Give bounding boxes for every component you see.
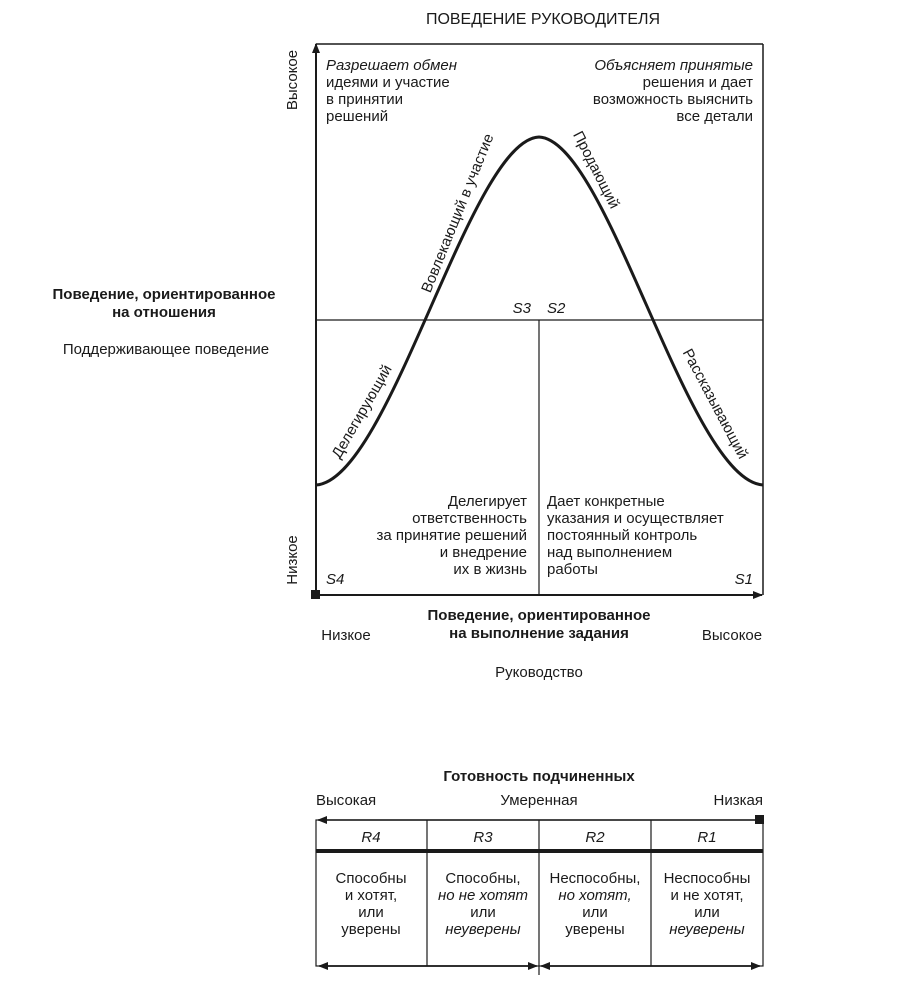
readiness-desc-line: Неспособны,	[549, 870, 641, 887]
quadrant-s1-line: работы	[547, 561, 598, 578]
y-axis-sublabel: Поддерживающее поведение	[62, 341, 270, 358]
code-s4: S4	[326, 571, 345, 588]
quadrant-s2-line: Объясняет принятые	[594, 57, 753, 74]
x-axis-label-line1: Поведение, ориентированное	[427, 607, 651, 624]
quadrant-s2-line: решения и дает	[642, 74, 753, 91]
readiness-desc-line: уверены	[565, 921, 625, 938]
quadrant-s1-line: Дает конкретные	[547, 493, 665, 510]
quadrant-s4-line: их в жизнь	[453, 561, 527, 578]
quadrant-s3-line: в принятии	[326, 91, 404, 108]
readiness-desc-line: или	[470, 904, 496, 921]
readiness-code-r3: R3	[473, 829, 493, 846]
y-axis-label-line2: на отношения	[112, 304, 216, 321]
readiness-desc-line: Способны,	[445, 870, 521, 887]
code-s3: S3	[512, 300, 531, 317]
code-s2: S2	[547, 300, 566, 317]
code-s1: S1	[734, 571, 753, 588]
readiness-desc-line: неуверены	[669, 921, 745, 938]
quadrant-s4-line: Делегирует	[447, 493, 527, 510]
quadrant-s3-line: Разрешает обмен	[326, 57, 457, 74]
readiness-desc-line: или	[358, 904, 384, 921]
readiness-desc-line: уверены	[341, 921, 401, 938]
readiness-desc-line: или	[582, 904, 608, 921]
quadrant-s4-line: и внедрение	[439, 544, 527, 561]
curve-label-participating: Вовлекающий в участие	[418, 131, 498, 296]
quadrant-s2-line: возможность выяснить	[592, 91, 753, 108]
readiness-desc-line: и хотят,	[344, 887, 398, 904]
readiness-code-r2: R2	[585, 829, 605, 846]
quadrant-s4-text	[377, 493, 528, 578]
quadrant-s1-line: указания и осуществляет	[547, 510, 724, 527]
readiness-high-label: Высокая	[316, 792, 377, 809]
readiness-desc-line: неуверены	[445, 921, 521, 938]
quadrant-s1-text	[547, 493, 724, 578]
readiness-code-r4: R4	[361, 829, 381, 846]
x-axis-high-label: Высокое	[701, 627, 763, 644]
quadrant-s3-line: идеями и участие	[326, 74, 450, 91]
origin-marker	[311, 590, 320, 599]
curve-label-selling: Продающий	[569, 128, 623, 212]
readiness-desc-line: и не хотят,	[670, 887, 744, 904]
x-axis-sublabel: Руководство	[495, 664, 583, 681]
curve-label-telling: Рассказывающий	[678, 346, 752, 462]
readiness-moderate-label: Умеренная	[500, 792, 578, 809]
y-axis-label-line1: Поведение, ориентированное	[52, 286, 276, 303]
quadrant-s3-text	[326, 57, 457, 125]
readiness-desc-line: Способны	[335, 870, 407, 887]
x-axis-label-line2: на выполнение задания	[449, 625, 629, 642]
readiness-code-r1: R1	[697, 829, 717, 846]
y-axis-low-label: Низкое	[284, 535, 301, 585]
readiness-desc-line: Неспособны	[663, 870, 751, 887]
readiness-desc-line: или	[694, 904, 720, 921]
quadrant-s1-line: над выполнением	[547, 544, 673, 561]
diagram-title: ПОВЕДЕНИЕ РУКОВОДИТЕЛЯ	[425, 11, 661, 28]
readiness-desc-r1	[664, 870, 751, 938]
y-axis-high-label: Высокое	[284, 49, 301, 111]
readiness-desc-r2	[550, 870, 641, 938]
readiness-desc-line: но хотят,	[558, 887, 632, 904]
curve-label-delegating: Делегирующий	[328, 362, 396, 462]
quadrant-s4-line: за принятие решений	[376, 527, 527, 544]
quadrant-s2-text	[593, 57, 753, 125]
quadrant-s1-line: постоянный контроль	[547, 527, 698, 544]
quadrant-s4-line: ответственность	[412, 510, 527, 527]
quadrant-s2-line: все детали	[676, 108, 753, 125]
readiness-desc-line: но не хотят	[437, 887, 529, 904]
readiness-desc-r3	[438, 870, 528, 938]
quadrant-s3-line: решений	[326, 108, 389, 125]
readiness-title: Готовность подчиненных	[443, 768, 635, 785]
x-axis-low-label: Низкое	[321, 627, 371, 644]
readiness-low-label: Низкая	[713, 792, 763, 809]
readiness-desc-r4	[336, 870, 407, 938]
